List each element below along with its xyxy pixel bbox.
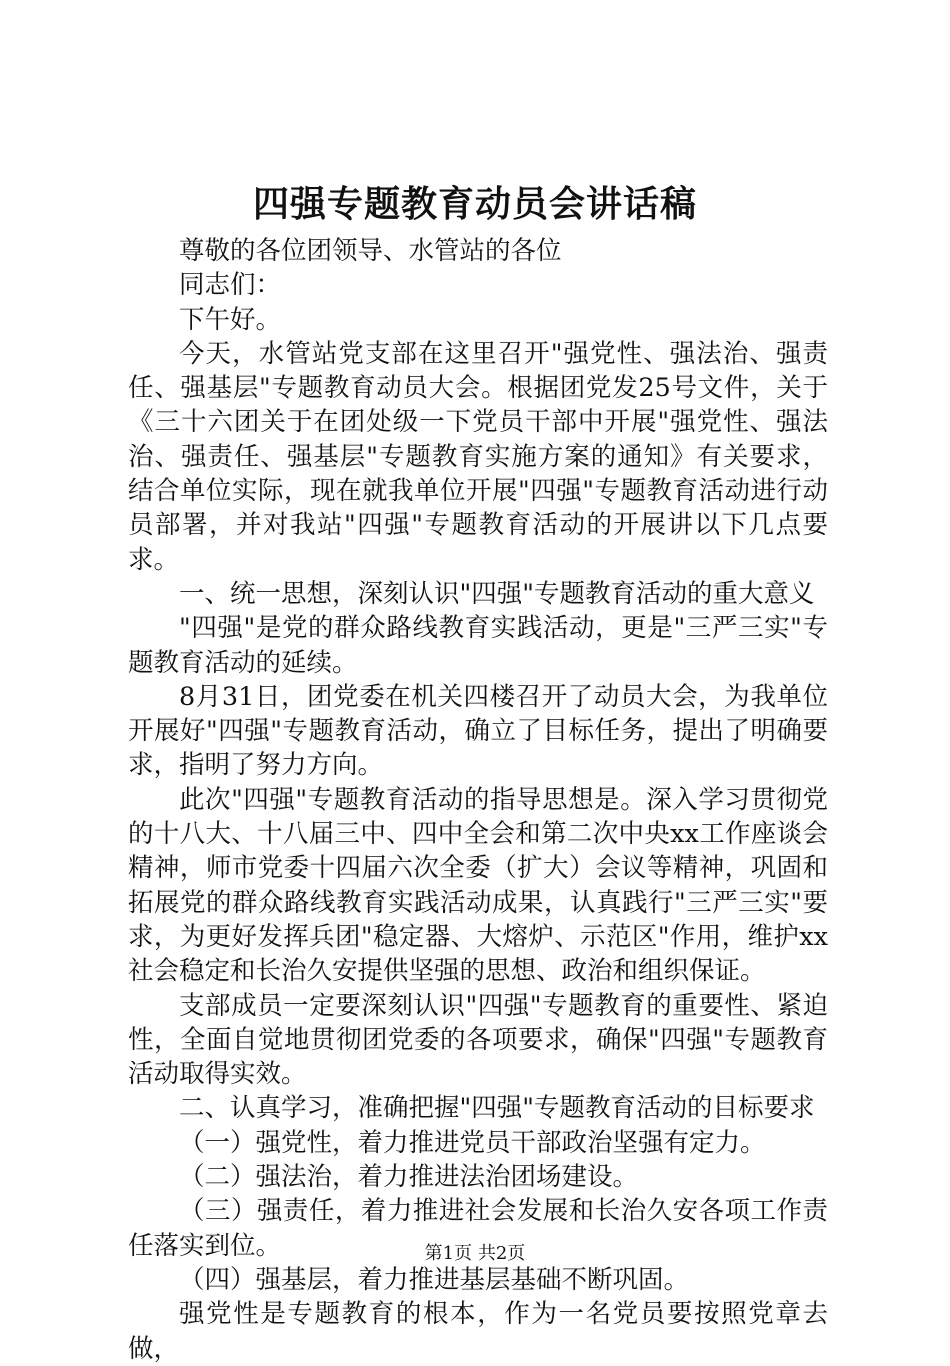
paragraph-comrades: 同志们： <box>179 270 282 301</box>
paragraph-salutation: 尊敬的各位团领导、水管站的各位 <box>179 236 562 266</box>
paragraph: "四强"是党的群众路线教育实践活动，更是"三严三实"专题教育活动的延续。 <box>128 613 828 678</box>
paragraph: 强党性是专题教育的根本，作为一名党员要按照党章去做， <box>128 1299 828 1364</box>
paragraph-greeting: 下午好。 <box>179 304 282 335</box>
paragraph: 8月31日，团党委在机关四楼召开了动员大会，为我单位开展好"四强"专题教育活动，确立了目标任务，提出了明确要求，指明了努力方向。 <box>128 681 828 781</box>
paragraph: 支部成员一定要深刻认识"四强"专题教育的重要性、紧迫性，全面自觉地贯彻团党委的各项要求，确保"四强"专题教育活动取得实效。 <box>128 990 828 1090</box>
section-heading-2: 二、认真学习，准确把握"四强"专题教育活动的目标要求 <box>179 1093 815 1124</box>
document-title: 四强专题教育动员会讲话稿 <box>252 183 697 225</box>
section-heading-1: 一、统一思想，深刻认识"四强"专题教育活动的重大意义 <box>179 578 815 609</box>
document-body <box>128 234 828 1366</box>
paragraph: 此次"四强"专题教育活动的指导思想是。深入学习贯彻党的十八大、十八届三中、四中全会和第二次中央xx工作座谈会精神，师市党委十四届六次全委（扩大）会议等精神，巩固和拓展党的群众路线教育实践活动成果，认真践行"三严三实"要求，为更好发挥兵团"稳定器、大熔炉、示范区"作用，维护xx社会稳定和长治久安提供坚强的思想、政治和组织保证。 <box>128 784 828 987</box>
list-item: （四）强基层，着力推进基层基础不断巩固。 <box>179 1264 690 1295</box>
list-item: （二）强法治，着力推进法治团场建设。 <box>179 1162 639 1193</box>
list-item: （一）强党性，着力推进党员干部政治坚强有定力。 <box>179 1127 766 1158</box>
list-item: （三）强责任，着力推进社会发展和长治久安各项工作责任落实到位。 <box>128 1196 828 1261</box>
paragraph-intro: 今天，水管站党支部在这里召开"强党性、强法治、强责任、强基层"专题教育动员大会。根据团党发25号文件，关于《三十六团关于在团处级一下党员干部中开展"强党性、强法治、强责任、强基层"专题教育实施方案的通知》有关要求，结合单位实际，现在就我单位开展"四强"专题教育活动进行动员部署，并对我站"四强"专题教育活动的开展讲以下几点要求。 <box>128 338 828 575</box>
page-number-footer: 第1页 共2页 <box>424 1243 526 1264</box>
